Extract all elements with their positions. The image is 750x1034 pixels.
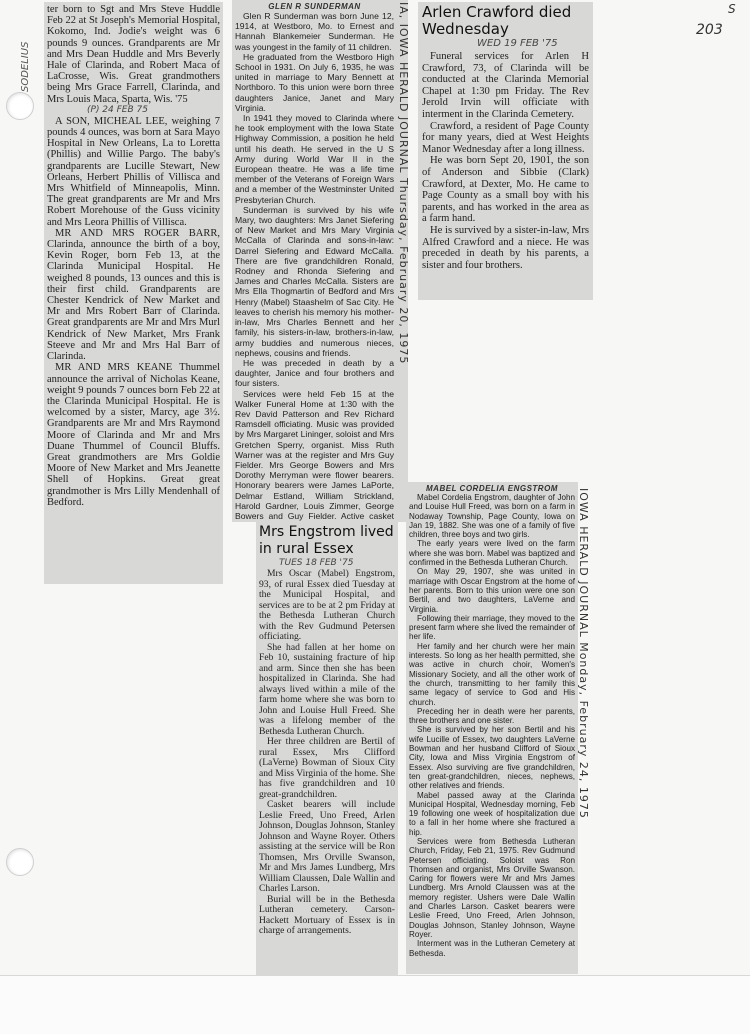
- obituary-paragraph: He graduated from the Westboro High School in 1931. On July 6, 1935, he was united in marriage to Mary Bennett at Northboro. To this union were born three daughters Janice, Janet and Mary Virginia.: [235, 51, 394, 113]
- obituary-paragraph: Her three children are Bertil of rural Essex, Mrs Clifford (LaVerne) Bowman of Sioux City and Miss Virginia of the home. She has five grandchildren and 10 great-grandchildren.: [259, 736, 395, 800]
- obituary-paragraph: Casket bearers will include Leslie Freed, Uno Freed, Arlen Johnson, Douglas Johnson, Stanley Johnson and Wayne Royer. Others assisting at the service will be Ron Thomsen, Mrs Orville Swanson, Mr and Mrs James Lundberg, Mrs William Claussen, Dale Wallin and Charles Larson.: [259, 799, 395, 894]
- obituary-header: GLEN R SUNDERMAN: [268, 2, 361, 11]
- newspaper-dateline: IA, IOWA HERALD JOURNAL Thursday, February 20, 1975: [397, 2, 410, 365]
- announcement-paragraph: ter born to Sgt and Mrs Steve Huddle Feb 22 at St Joseph's Memorial Hospital, Kokomo, Ind. Jodie's weight was 6 pounds 9 ounces. Grandparents are Mr and Mrs Dean Huddle and Mrs Beverly Hale of Clarinda, and Robert Maca of LaCrosse, Wis. Great grandmothers being Mrs Grace Farrell, Clarinda, and Mrs Louis Maca, Sparta, Wis. '75: [47, 4, 220, 105]
- handwritten-date: WED 19 FEB '75: [477, 38, 558, 49]
- obituary-paragraph: Services were held Feb 15 at the Walker Funeral Home at 1:30 with the Rev David Patterson and Rev Richard Ramsdell officiating. Music was provided by Mrs Margaret Lininger, soloist and Mrs Gretchen Sperry, organist. Miss Ruth Warner was at the register and Mrs Guy Fielder. Mrs George Bowers and Mrs Dorothy Merryman were flower bearers. Honorary bearers were James LaPorte, Delmar Estland, William Strickland, Harold Gardner, Louis Zimmer, George Bowers and Guy Fielder. Active casket: [235, 388, 394, 521]
- handwritten-date: TUES 18 FEB '75: [279, 558, 354, 568]
- newspaper-dateline: IOWA HERALD JOURNAL Monday, February 24, 1975: [577, 488, 590, 819]
- obituary-paragraph: She is survived by her son Bertil and his wife Lucille of Essex, two daughters LaVerne Bowman and her husband Clifford of Sioux City, Iowa and Miss Virginia Engstrom of Essex. Also surviving are five grandchildren, ten great-grandchildren, nieces, nephews, other relatives and friends.: [409, 725, 575, 791]
- obituary-paragraph: He was born Sept 20, 1901, the son of Anderson and Sibbie (Clark) Crawford, at Dexter, Mo. He came to Page County as a small boy with his parents, and has worked in the area as a farm hand.: [422, 155, 589, 225]
- punch-hole: [6, 92, 34, 120]
- announcement-paragraph: MR AND MRS KEANE Thummel announce the arrival of Nicholas Keane, weight 9 pounds 7 ounces born Feb 22 at the Clarinda Municipal Hospital. He is welcomed by a sister, Marcy, age 3½. Grandparents are Mr and Mrs Raymond Moore of Clarinda and Mr and Mrs Duane Thummel of Council Bluffs. Great grandmothers are Mrs Goldie Moore of New Market and Mrs Jeanette Shell of Hopkins. Great great grandmother is Mrs Lilly Mendenhall of Bedford.: [47, 362, 220, 508]
- sunderman-obituary-clipping: [232, 0, 408, 522]
- obituary-paragraph: Interment was in the Lutheran Cemetery at Bethesda.: [409, 939, 575, 958]
- obituary-paragraph: Mabel Cordelia Engstrom, daughter of John and Louise Hull Freed, was born on a farm in Nodaway Township, Page County, Iowa on Jan 19, 1882. She was one of a family of five children, three boys and two girls.: [409, 493, 575, 540]
- obituary-paragraph: Following their marriage, they moved to the present farm where she lived the remainder of her life.: [409, 613, 575, 642]
- obituary-paragraph: Services were from Bethesda Lutheran Church, Friday, Feb 21, 1975. Rev Gudmund Petersen officiating. Soloist was Ron Thomsen and organist, Mrs Orville Swanson. Caring for flowers were Mr and Mrs James Lundberg. Mrs Arnold Claussen was at the memory register. Ushers were Dale Wallin and Charles Larson. Casket bearers were Leslie Freed, Uno Freed, Arlen Johnson, Douglas Johnson, Stanley Johnson, Wayne Royer.: [409, 836, 575, 939]
- obituary-paragraph: She had fallen at her home on Feb 10, sustaining fracture of hip and arm. Since then she has been hospitalized in Clarinda. She had always lived within a mile of the farm home where she was born to John and Louise Hull Freed. She was a lifelong member of the Bethesda Lutheran Church.: [259, 641, 395, 737]
- obituary-paragraph: Burial will be in the Bethesda Lutheran cemetery. Carson-Hackett Mortuary of Essex is in charge of arrangements.: [259, 893, 395, 936]
- announcement-paragraph: A SON, MICHEAL LEE, weighing 7 pounds 4 ounces, was born at Sara Mayo Hospital in New Orleans, La to Loretta (Phillis) and Willie Pargo. The baby's grandparents are Lucille Stewart, New Orleans, Herbert Phillis of Villisca and Mrs Whitfield of Minneapolis, Minn. The great grandparents are Mr and Mrs Robert Morehouse of the Guss vicinity and Mrs Leora Phillis of Villisca.: [47, 115, 220, 228]
- obituary-paragraph: Preceding her in death were her parents, three brothers and one sister.: [409, 706, 575, 726]
- top-mark: S: [728, 2, 736, 16]
- obituary-paragraph: On May 29, 1907, she was united in marriage with Oscar Engstrom at the home of her parents. Born to this union were one son Bertil, and two daughters, LaVerne and Virginia.: [409, 567, 575, 614]
- obituary-paragraph: Glen R Sunderman was born June 12, 1914, at Westboro, Mo. to Ernest and Hannah Blankemeier Sunderman. He was youngest in the family of 11 children.: [235, 11, 394, 52]
- obituary-paragraph: Sunderman is survived by his wife Mary, two daughters: Mrs Janet Siefering of New Market and Mrs Mary Virginia McCalla of Clarinda and sons-in-law: Darrel Siefering and Edward McCalla. There are five grandchildren Ronald, Rodney and Rhonda Siefering and James and Charles McCalla. Sisters are Mrs Ella Thogmartin of Bedford and Mrs Henry (Mabel) Staashelm of Sac City. He leaves to cherish his memory his mother-in-law, Mrs Charles Bennett and her family, his sisters-in-law, brothers-in-law, army buddies and numerous nieces, nephews, cousins and friends.: [235, 204, 394, 358]
- obituary-paragraph: Crawford, a resident of Page County for many years, died at West Heights Manor Wednesday after a long illness.: [422, 120, 589, 155]
- crawford-obituary-clipping: [418, 2, 593, 300]
- engstrom-long-obituary-clipping: [406, 482, 578, 974]
- obituary-paragraph: Her family and her church were her main interests. So long as her health permitted, she was active in church choir, Women's Missionary Society, and all the other work of the church, transmitting to her family this same legacy of service to God and His church.: [409, 641, 575, 707]
- obituary-header: MABEL CORDELIA ENGSTROM: [426, 484, 558, 493]
- handwritten-margin-note: SODELIUS: [20, 41, 31, 92]
- engstrom-short-obituary-clipping: [256, 522, 398, 976]
- page-bottom-edge: [0, 975, 750, 1034]
- obituary-paragraph: Funeral services for Arlen H Crawford, 73, of Clarinda will be conducted at the Clarinda Memorial Chapel at 1:30 pm Friday. The Rev Jerold Irvin will officiate with interment in the Clarinda Cemetery.: [422, 51, 589, 120]
- handwritten-date: (P) 24 FEB 75: [87, 104, 148, 115]
- page-number: 203: [696, 22, 723, 38]
- obituary-paragraph: He was preceded in death by a daughter, Janice and four brothers and four sisters.: [235, 357, 394, 389]
- announcement-paragraph: MR AND MRS ROGER BARR, Clarinda, announce the birth of a boy, Kevin Roger, born Feb 13, at the Clarinda Municipal Hospital. He weighed 8 pounds, 13 ounces and this is their first child. Grandparents are Chester Kendrick of New Market and Mr and Mrs Robert Barr of Clarinda. Great grandparents are Mr and Mrs Murl Kendrick of New Market, Mrs Frank Steeve and Mr and Mrs Hal Barr of Clarinda.: [47, 227, 220, 363]
- crawford-headline: Arlen Crawford died Wednesday: [422, 3, 572, 38]
- punch-hole: [6, 848, 34, 876]
- obituary-paragraph: The early years were lived on the farm where she was born. Mabel was baptized and confirmed in the Bethesda Lutheran Church.: [409, 539, 575, 568]
- engstrom-headline: Mrs Engstrom lived in rural Essex: [259, 524, 394, 557]
- obituary-paragraph: Mabel passed away at the Clarinda Municipal Hospital, Wednesday morning, Feb 19 following one week of hospitalization due to a fall in her home where she fractured a hip.: [409, 790, 575, 837]
- obituary-paragraph: Mrs Oscar (Mabel) Engstrom, 93, of rural Essex died Tuesday at the Municipal Hospital, and services are to be at 2 pm Friday at the Bethesda Lutheran Church with the Rev Gudmund Petersen officiating.: [259, 568, 395, 642]
- obituary-paragraph: He is survived by a sister-in-law, Mrs Alfred Crawford and a niece. He was preceded in death by his parents, a sister and four brothers.: [422, 224, 589, 271]
- obituary-paragraph: In 1941 they moved to Clarinda where he took employment with the Iowa State Highway Commission, a position he held until his death. He served in the U S Army during World War II in the European theatre. He was a life time member of the Veterans of Foreign Wars and a member of the Westminster United Presbyterian Church.: [235, 113, 394, 205]
- birth-announcements-clipping: [44, 2, 223, 584]
